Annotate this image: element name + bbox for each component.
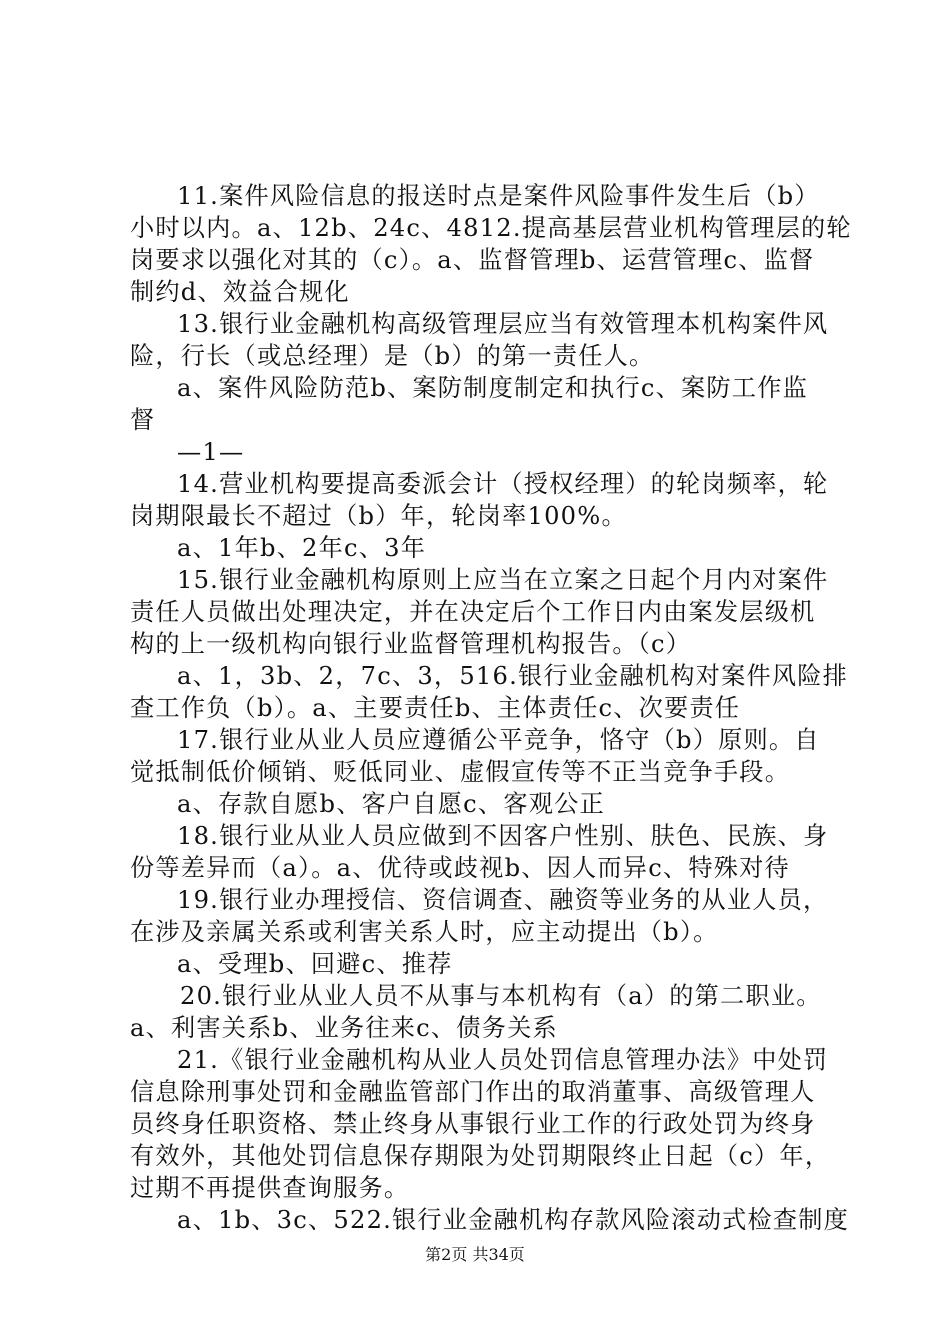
text-line: 觉抵制低价倾销、贬低同业、虚假宣传等不正当竞争手段。 bbox=[130, 758, 791, 786]
text-line: a、1b、3c、522.银行业金融机构存款风险滚动式检查制度 bbox=[177, 1206, 850, 1234]
text-line: 15.银行业金融机构原则上应当在立案之日起个月内对案件 bbox=[177, 566, 829, 594]
text-line: 17.银行业从业人员应遵循公平竞争，恪守（b）原则。自 bbox=[177, 726, 820, 754]
text-line: 过期不再提供查询服务。 bbox=[130, 1174, 410, 1202]
text-line: 员终身任职资格、禁止终身从事银行业工作的行政处罚为终身 bbox=[130, 1110, 816, 1138]
text-line: a、受理b、回避c、推荐 bbox=[177, 950, 453, 978]
text-line: 信息除刑事处罚和金融监管部门作出的取消董事、高级管理人 bbox=[130, 1078, 816, 1106]
text-line: 险，行长（或总经理）是（b）的第一责任人。 bbox=[130, 342, 655, 370]
text-line: 小时以内。a、12b、24c、4812.提高基层营业机构管理层的轮 bbox=[130, 214, 852, 242]
text-line: 督 bbox=[130, 406, 156, 434]
text-line: 构的上一级机构向银行业监督管理机构报告。（c） bbox=[130, 630, 692, 658]
text-line: 11.案件风险信息的报送时点是案件风险事件发生后（b） bbox=[177, 182, 820, 210]
text-line: 制约d、效益合规化 bbox=[130, 278, 350, 306]
text-line: a、1，3b、2，7c、3，516.银行业金融机构对案件风险排 bbox=[177, 662, 849, 690]
text-line: —1— bbox=[177, 438, 245, 466]
text-line: a、1年b、2年c、3年 bbox=[177, 534, 427, 562]
text-line: 14.营业机构要提高委派会计（授权经理）的轮岗频率，轮 bbox=[177, 470, 829, 498]
text-line: 责任人员做出处理决定，并在决定后个工作日内由案发层级机 bbox=[130, 598, 816, 626]
text-line: a、案件风险防范b、案防制度制定和执行c、案防工作监 bbox=[177, 374, 808, 402]
text-line: 查工作负（b）。a、主要责任b、主体责任c、次要责任 bbox=[130, 694, 741, 722]
text-line: 18.银行业从业人员应做到不因客户性别、肤色、民族、身 bbox=[177, 822, 829, 850]
text-line: 在涉及亲属关系或利害关系人时，应主动提出（b）。 bbox=[130, 918, 719, 946]
text-line: a、存款自愿b、客户自愿c、客观公正 bbox=[177, 790, 605, 818]
page-number-footer: 第2页 共34页 bbox=[425, 1245, 525, 1264]
text-line: 13.银行业金融机构高级管理层应当有效管理本机构案件风 bbox=[177, 310, 829, 338]
text-line: 岗期限最长不超过（b）年，轮岗率100%。 bbox=[130, 502, 627, 530]
text-line: 有效外，其他处罚信息保存期限为处罚期限终止日起（c）年， bbox=[130, 1142, 831, 1170]
text-line: 岗要求以强化对其的（c）。a、监督管理b、运营管理c、监督 bbox=[130, 246, 815, 274]
text-line: 20.银行业从业人员不从事与本机构有（a）的第二职业。 bbox=[180, 982, 822, 1010]
text-line: a、利害关系b、业务往来c、债务关系 bbox=[130, 1014, 558, 1042]
text-line: 21.《银行业金融机构从业人员处罚信息管理办法》中处罚 bbox=[177, 1046, 829, 1074]
text-line: 份等差异而（a）。a、优待或歧视b、因人而异c、特殊对待 bbox=[130, 854, 790, 882]
text-line: 19.银行业办理授信、资信调查、融资等业务的从业人员， bbox=[177, 886, 829, 914]
